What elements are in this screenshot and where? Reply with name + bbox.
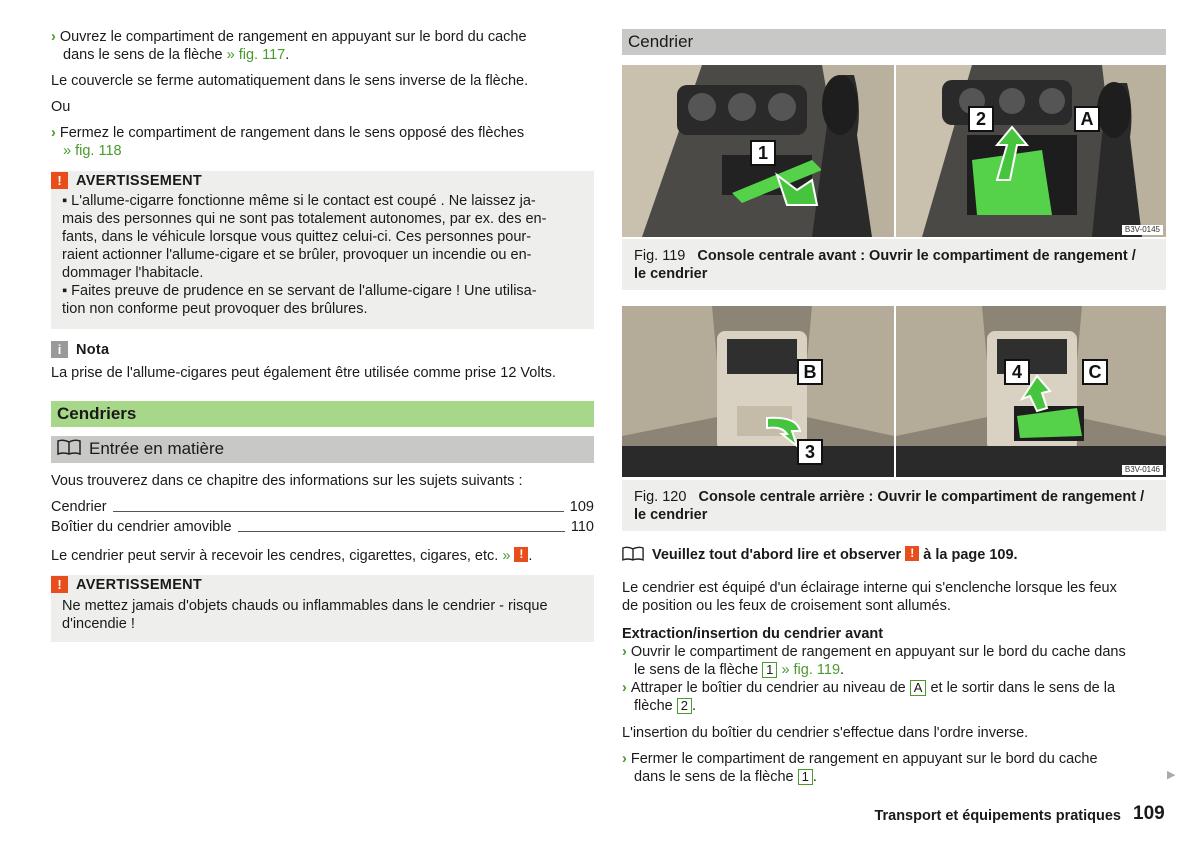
step-open-line1: › Ouvrez le compartiment de rangement en appuyant sur le bord du cache [51, 29, 527, 45]
book-icon [57, 437, 81, 463]
section-title: Cendriers [51, 401, 594, 427]
warning-icon: ! [905, 546, 919, 561]
continue-triangle-icon: ▶ [1167, 769, 1176, 781]
callout-1: 1 [750, 140, 776, 166]
read-first-line: Veuillez tout d'abord lire et observer ! à la page 109. [622, 546, 1166, 566]
step-extract-1: › Ouvrir le compartiment de rangement en appuyant sur le bord du cache dans le sens de la flèche 1 » fig. 119. [622, 644, 1126, 678]
page-number: 109 [1133, 803, 1165, 824]
fig120-caption: Fig. 120 Console centrale arrière : Ouvrir le compartiment de rangement / le cendrier [622, 480, 1166, 531]
nota-text: La prise de l'allume-cigares peut également être utilisée comme prise 12 Volts. [51, 365, 556, 381]
fig-link-119[interactable]: » fig. 119 [781, 662, 841, 678]
warning-title: AVERTISSEMENT [76, 173, 203, 189]
figure-code: B3V-0146 [1122, 465, 1163, 475]
figure-120 [622, 306, 1166, 477]
callout-c: C [1082, 359, 1108, 385]
step-open-line2: dans le sens de la flèche » fig. 117. [63, 47, 290, 63]
step-extract-2: › Attraper le boîtier du cendrier au niveau de A et le sortir dans le sens de la flèche 2 . [622, 680, 1116, 714]
warning-body: ▪ L'allume-cigarre fonctionne même si le contact est coupé . Ne laissez ja- mais des personnes qui ne sont pas totalement autonomes, par ex. des en- fants, dans le véhicule lorsque vous quittez celui-ci. Ces personnes pour- raient actionner l'allume-cigare et se brûler, provoquer un incendie ou en- dommager l'habitacle. ▪ Faites preuve de prudence en se servant de l'allume-cigare ! Une utilisa- tion non conforme peut provoquer des brûlures. [62, 193, 547, 317]
arrow-icon: › [622, 751, 627, 767]
warning-icon: ! [51, 576, 68, 593]
usage-text: Le cendrier peut servir à recevoir les cendres, cigarettes, cigares, etc. » ! . [51, 547, 533, 564]
callout-a: A [1074, 106, 1100, 132]
step-close: › Fermer le compartiment de rangement en appuyant sur le bord du cache dans le sens de la flèche 1 . [622, 751, 1098, 785]
warning-icon: ! [514, 547, 528, 562]
figure-code: B3V-0145 [1122, 225, 1163, 235]
warning-box-2: ! AVERTISSEMENT Ne mettez jamais d'objets chauds ou inflammables dans le cendrier - risque d'incendie ! [51, 575, 594, 642]
marker-a: A [910, 680, 927, 696]
marker-1: 1 [798, 769, 813, 785]
callout-4: 4 [1004, 359, 1030, 385]
fig-link-117[interactable]: » fig. 117 [226, 47, 286, 63]
step-close-line1: › Fermez le compartiment de rangement dans le sens opposé des flèches [51, 125, 525, 141]
reverse-text: L'insertion du boîtier du cendrier s'effectue dans l'ordre inverse. [622, 725, 1029, 741]
extraction-subhead: Extraction/insertion du cendrier avant [622, 626, 884, 642]
cendrier-intro: Le cendrier est équipé d'un éclairage interne qui s'enclenche lorsque les feux de position ou les feux de croisement sont allumés. [622, 580, 1117, 614]
right-header: Cendrier [622, 29, 1166, 55]
intro-text: Vous trouverez dans ce chapitre des informations sur les sujets suivants : [51, 473, 523, 489]
callout-b: B [797, 359, 823, 385]
toc-row[interactable]: Cendrier 109 [51, 499, 594, 515]
arrow-icon: › [51, 29, 56, 45]
marker-1: 1 [762, 662, 777, 678]
warning-box-1 [51, 171, 594, 329]
figure-119 [622, 65, 1166, 237]
fig119-caption: Fig. 119 Console centrale avant : Ouvrir le compartiment de rangement / le cendrier [622, 239, 1166, 290]
book-icon [622, 546, 644, 566]
marker-2: 2 [677, 698, 692, 714]
info-icon: i [51, 341, 68, 358]
step-close-line2 [63, 142, 603, 160]
arrow-icon: › [622, 644, 627, 660]
fig120-illustration [622, 306, 1166, 477]
intro-header: Entrée en matière [51, 436, 594, 463]
fig119-illustration [622, 65, 1166, 237]
arrow-icon: › [622, 680, 627, 696]
arrow-icon: › [51, 125, 56, 141]
callout-2: 2 [968, 106, 994, 132]
warning-icon: ! [51, 172, 68, 189]
callout-3: 3 [797, 439, 823, 465]
fig-link-118[interactable]: » fig. 118 [63, 143, 122, 159]
auto-close-text: Le couvercle se ferme automatiquement dans le sens inverse de la flèche. [51, 73, 529, 89]
ou-text: Ou [51, 99, 71, 115]
footer-section: Transport et équipements pratiques [874, 808, 1121, 824]
nota-header: i Nota [51, 341, 594, 361]
warning-body: Ne mettez jamais d'objets chauds ou inflammables dans le cendrier - risque d'incendie ! [62, 598, 548, 632]
toc-row[interactable]: Boîtier du cendrier amovible 110 [51, 519, 594, 535]
